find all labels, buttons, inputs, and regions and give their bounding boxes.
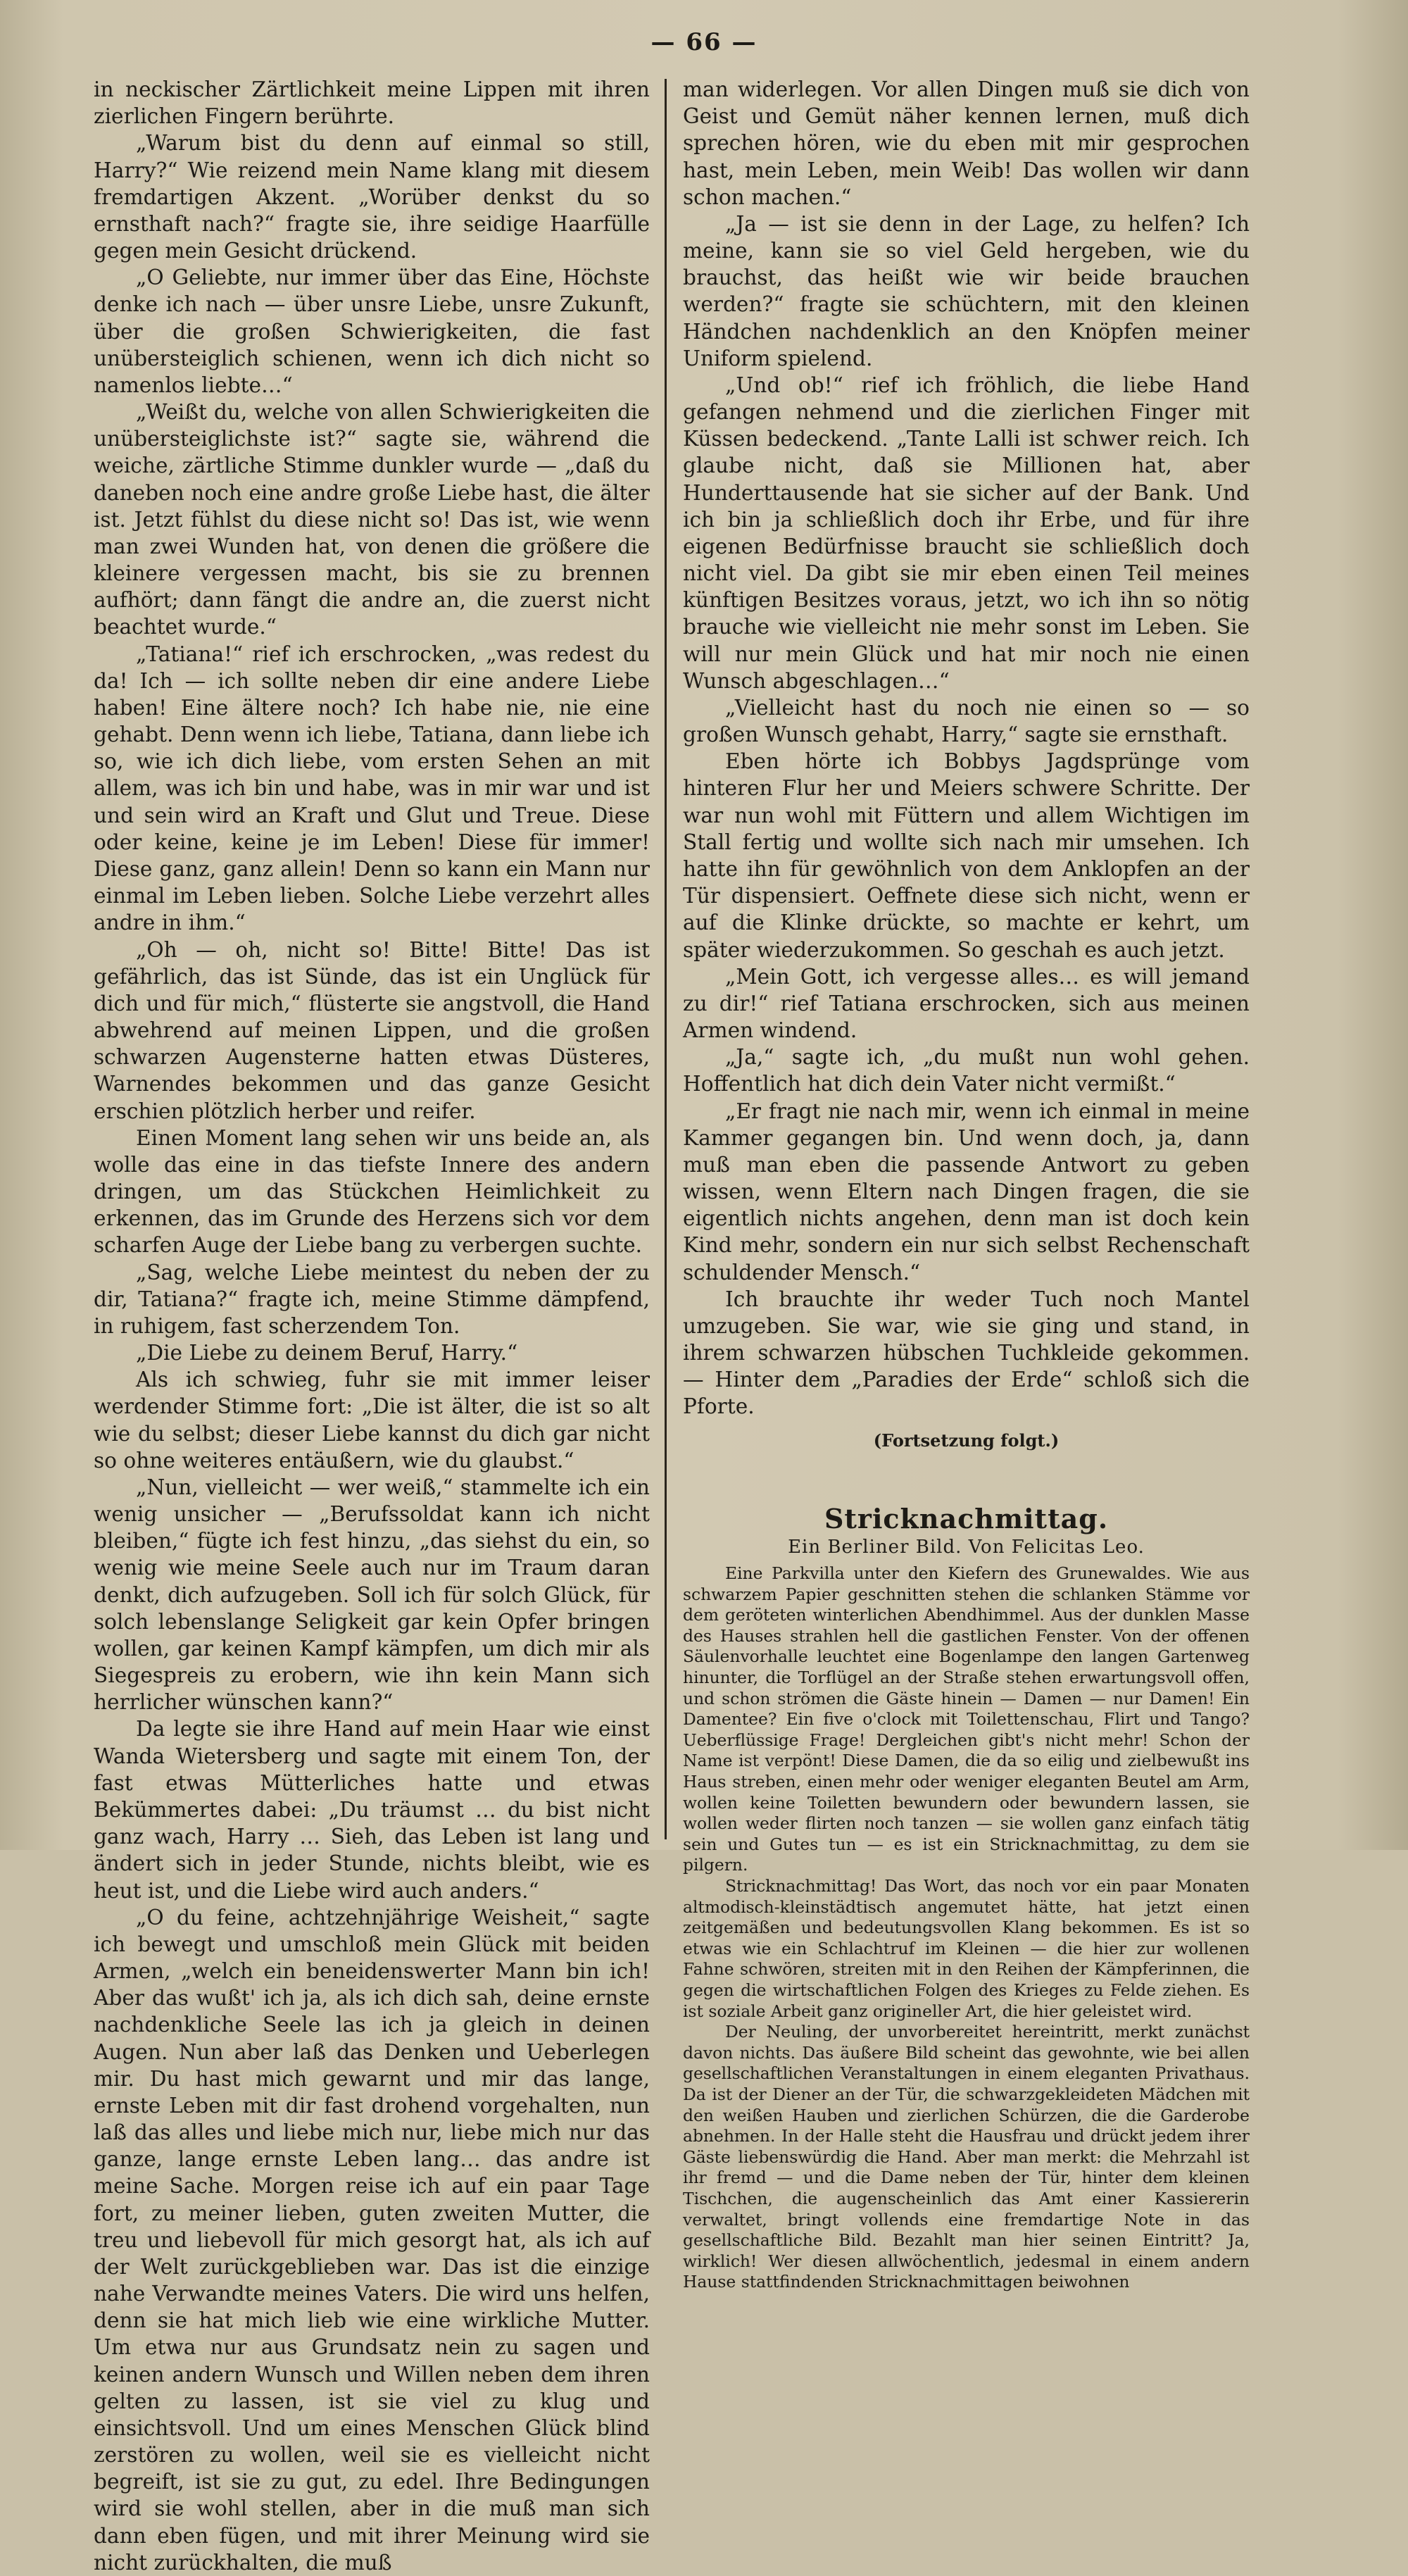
paragraph: „Und ob!“ rief ich fröhlich, die liebe Hand gefangen nehmend und die zierlichen Finger mit Küssen bedeckend. „Tante Lalli ist schwer reich. Ich glaube nicht, daß sie Millionen hat, aber Hunderttausende hat sie sicher auf der Bank. Und ich bin ja schließlich doch ihr Erbe, und für ihre eigenen Bedürfnisse braucht sie schließlich doch nicht viel. Da gibt sie mir eben einen Teil meines künftigen Besitzes voraus, jetzt, wo ich ihn so nötig brauche wie vielleicht nie mehr sonst im Leben. Sie will nur mein Glück und hat mir noch nie einen Wunsch abgeschlagen…“ <box>683 373 1250 693</box>
paragraph: Eben hörte ich Bobbys Jagdsprünge vom hinteren Flur her und Meiers schwere Schritte. Der war nun wohl mit Füttern und allem Wichtigen im Stall fertig und wollte sich nach mir umsehen. Ich hatte ihn für gewöhnlich von dem Anklopfen an der Tür dispensiert. Oeffnete diese sich nicht, wenn er auf die Klinke drückte, so machte er kehrt, um später wiederzukommen. So geschah es auch jetzt. <box>683 749 1250 962</box>
section-gap <box>683 1452 1250 1501</box>
paragraph: „Weißt du, welche von allen Schwierigkeiten die unübersteiglichste ist?“ sagte sie, während die weiche, zärtliche Stimme dunkler wurde — „daß du daneben noch eine andre große Liebe hast, die älter ist. Jetzt fühlst du diese nicht so! Das ist, wie wenn man zwei Wunden hat, von denen die größere die kleinere vergessen macht, bis sie zu brennen aufhört; dann fängt die andre an, die zuerst nicht beachtet wurde.“ <box>94 400 650 639</box>
article-paragraph: Eine Parkvilla unter den Kiefern des Grunewaldes. Wie aus schwarzem Papier geschnitten stehen die schlanken Stämme vor dem geröteten winterlichen Abendhimmel. Aus der dunklen Masse des Hauses strahlen hell die gastlichen Fenster. Von der offenen Säulenvorhalle leuchtet eine Bogenlampe den langen Gartenweg hinunter, die Torflügel an der Straße stehen erwartungsvoll offen, und schon strömen die Gäste hinein — Damen — nur Damen! Ein Damentee? Ein five o'clock mit Toilettenschau, Flirt und Tango? Ueberflüssige Frage! Dergleichen gibt's nicht mehr! Schon der Name ist verpönt! Diese Damen, die da so eilig und zielbewußt ins Haus streben, einen mehr oder weniger eleganten Beutel am Arm, wollen keine Toiletten bewundern oder bewundern lassen, sie wollen weder flirten noch tanzen — sie wollen ganz einfach tätig sein und Gutes tun — es ist ein Stricknachmittag, zu dem sie pilgern. <box>683 1563 1250 1875</box>
paragraph: „O du feine, achtzehnjährige Weisheit,“ sagte ich bewegt und umschloß mein Glück mit beiden Armen, „welch ein beneidenswerter Mann bin ich! Aber das wußt' ich ja, als ich dich sah, deine ernste nachdenkliche Seele las ich ja gleich in deinen Augen. Nun aber laß das Denken und Ueberlegen mir. Du hast mich gewarnt und mir das lange, ernste Leben mit dir fast drohend vorgehalten, nun laß das alles und liebe mich nur, liebe mich nur das ganze, lange ernste Leben lang… das andre ist meine Sache. Morgen reise ich auf ein paar Tage fort, zu meiner lieben, guten zweiten Mutter, die treu und liebevoll für mich gesorgt hat, als ich auf der Welt zurückgeblieben war. Das ist die einzige nahe Verwandte meines Vaters. Die wird uns helfen, denn sie hat mich lieb wie eine wirkliche Mutter. Um etwa nur aus Grundsatz nein zu sagen und keinen andern Wunsch und Willen neben dem ihren gelten zu lassen, ist sie viel zu klug und einsichtsvoll. Und um eines Menschen Glück blind zerstören zu wollen, weil sie es vielleicht nicht begreift, ist sie zu gut, zu edel. Ihre Bedingungen wird sie wohl stellen, aber in die muß man sich dann eben fügen, und mit ihrer Meinung wird sie nicht zurückhalten, die muß <box>94 1905 650 2575</box>
paragraph: „Mein Gott, ich vergesse alles… es will jemand zu dir!“ rief Tatiana erschrocken, sich aus meinen Armen windend. <box>683 964 1250 1043</box>
paragraph: „Tatiana!“ rief ich erschrocken, „was redest du da! Ich — ich sollte neben dir eine andere Liebe haben! Eine ältere noch? Ich habe nie, nie eine gehabt. Denn wenn ich liebe, Tatiana, dann liebe ich so, wie ich dich liebe, vom ersten Sehen an mit allem, was ich bin und habe, was in mir war und ist und sein wird an Kraft und Glut und Treue. Diese oder keine, keine je im Leben! Diese für immer! Diese ganz, ganz allein! Denn so kann ein Mann nur einmal im Leben lieben. Solche Liebe verzehrt alles andre in ihm.“ <box>94 642 650 935</box>
article-subtitle: Ein Berliner Bild. Von Felicitas Leo. <box>788 1536 1145 1558</box>
page-number: — 66 — <box>650 28 758 56</box>
paragraph: „Ja,“ sagte ich, „du mußt nun wohl gehen. Hoffentlich hat dich dein Vater nicht vermißt.“ <box>683 1045 1250 1096</box>
paragraph: „Ja — ist sie denn in der Lage, zu helfen? Ich meine, kann sie so viel Geld hergeben, wie du brauchst, das heißt wie wir beide brauchen werden?“ fragte sie schüchtern, mit den kleinen Händchen nachdenklich an den Knöpfen meiner Uniform spielend. <box>683 211 1250 370</box>
paragraph: Da legte sie ihre Hand auf mein Haar wie einst Wanda Wietersberg und sagte mit einem Ton, der fast etwas Mütterliches hatte und etwas Bekümmertes dabei: „Du träumst … du bist nicht ganz wach, Harry … Sieh, das Leben ist lang und ändert sich in jeder Stunde, nichts bleibt, wie es heut ist, und die Liebe wird auch anders.“ <box>94 1717 650 1903</box>
paragraph: „Warum bist du denn auf einmal so still, Harry?“ Wie reizend mein Name klang mit diesem fremdartigen Akzent. „Worüber denkst du so ernsthaft nach?“ fragte sie, ihre seidige Haarfülle gegen mein Gesicht drückend. <box>94 131 650 263</box>
paragraph: Als ich schwieg, fuhr sie mit immer leiser werdender Stimme fort: „Die ist älter, die ist so alt wie du selbst; dieser Liebe kannst du dich gar nicht so ohne weiteres entäußern, wie du glaubst.“ <box>94 1368 650 1473</box>
paragraph: „Vielleicht hast du noch nie einen so — so großen Wunsch gehabt, Harry,“ sagte sie ernsthaft. <box>683 695 1250 747</box>
left-column <box>94 76 650 2576</box>
paragraph: „Nun, vielleicht — wer weiß,“ stammelte ich ein wenig unsicher — „Berufssoldat kann ich nicht bleiben,“ fügte ich fest hinzu, „das siehst du ein, so wenig wie meine Seele auch nur im Traum daran denkt, dich aufzugeben. Soll ich für solch Glück, für solch lebenslange Seligkeit gar kein Opfer bringen wollen, gar keinen Kampf kämpfen, um dich mir als Siegespreis zu erobern, wie ihn kein Mann sich herrlicher wünschen kann?“ <box>94 1475 650 1715</box>
continuation-note: (Fortsetzung folgt.) <box>873 1430 1060 1451</box>
paragraph: „Er fragt nie nach mir, wenn ich einmal in meine Kammer gegangen bin. Und wenn doch, ja, dann muß man eben die passende Antwort zu geben wissen, wenn Eltern nach Dingen fragen, die sie eigentlich nichts angehen, denn man ist doch kein Kind mehr, sondern ein nur sich selbst Rechenschaft schuldender Mensch.“ <box>683 1099 1250 1284</box>
paragraph: Ich brauchte ihr weder Tuch noch Mantel umzugeben. Sie war, wie sie ging und stand, in ihrem schwarzen hübschen Tuchkleide gekommen. — Hinter dem „Paradies der Erde“ schloß sich die Pforte. <box>683 1287 1250 1419</box>
paragraph: „Sag, welche Liebe meintest du neben der zu dir, Tatiana?“ fragte ich, meine Stimme dämpfend, in ruhigem, fast scherzendem Ton. <box>94 1260 650 1338</box>
article-paragraph: Stricknachmittag! Das Wort, das noch vor ein paar Monaten altmodisch-kleinstädtisch angemutet hätte, hat jetzt einen zeitgemäßen und bedeutungsvollen Klang bekommen. Es ist so etwas wie ein Schlachtruf im Kleinen — die hier zur wollenen Fahne schwören, streiten mit in den Reihen der Kämpferinnen, die gegen die wirtschaftlichen Folgen des Krieges zu Felde ziehen. Es ist soziale Arbeit ganz origineller Art, die hier geleistet wird. <box>683 1876 1250 2021</box>
paragraph: „O Geliebte, nur immer über das Eine, Höchste denke ich nach — über unsre Liebe, unsre Zukunft, über die großen Schwierigkeiten, die fast unübersteiglich schienen, wenn ich dich nicht so namenlos liebte…“ <box>94 265 650 397</box>
article-paragraph: Der Neuling, der unvorbereitet hereintritt, merkt zunächst davon nichts. Das äußere Bild scheint das gewohnte, wie bei allen gesellschaftlichen Veranstaltungen in einem eleganten Privathaus. Da ist der Diener an der Tür, die schwarzgekleideten Mädchen mit den weißen Hauben und zierlichen Schürzen, die die Garderobe abnehmen. In der Halle steht die Hausfrau und drückt jedem ihrer Gäste liebenswürdig die Hand. Aber man merkt: die Mehrzahl ist ihr fremd — und die Dame neben der Tür, hinter dem kleinen Tischchen, die augenscheinlich das Amt einer Kassiererin verwaltet, bringt vollends eine fremdartige Note in das gesellschaftliche Bild. Bezahlt man hier seinen Eintritt? Ja, wirklich! Wer diesen allwöchentlich, jedesmal in einem andern Hause stattfindenden Stricknachmittagen beiwohnen <box>683 2022 1250 2292</box>
paragraph: Einen Moment lang sehen wir uns beide an, als wolle das eine in das tiefste Innere des andern dringen, um das Stückchen Heimlichkeit zu erkennen, das im Grunde des Herzens sich vor dem scharfen Auge der Liebe bang zu verbergen suchte. <box>94 1125 650 1258</box>
paragraph: „Die Liebe zu deinem Beruf, Harry.“ <box>136 1341 518 1365</box>
column-divider <box>665 79 667 1839</box>
paragraph: „Oh — oh, nicht so! Bitte! Bitte! Das ist gefährlich, das ist Sünde, das ist ein Unglück für dich und für mich,“ flüsterte sie angstvoll, die Hand abwehrend auf meinen Lippen, und die großen schwarzen Augensterne hatten etwas Düsteres, Warnendes bekommen und das ganze Gesicht erschien plötzlich herber und reifer. <box>94 937 650 1123</box>
paragraph: man widerlegen. Vor allen Dingen muß sie dich von Geist und Gemüt näher kennen lernen, muß dich sprechen hören, wie du eben mit mir gesprochen hast, mein Leben, mein Weib! Das wollen wir dann schon machen.“ <box>683 77 1250 209</box>
article-title: Stricknachmittag. <box>824 1502 1109 1534</box>
paragraph: in neckischer Zärtlichkeit meine Lippen mit ihren zierlichen Fingern berührte. <box>94 77 650 129</box>
right-column <box>683 76 1250 2293</box>
